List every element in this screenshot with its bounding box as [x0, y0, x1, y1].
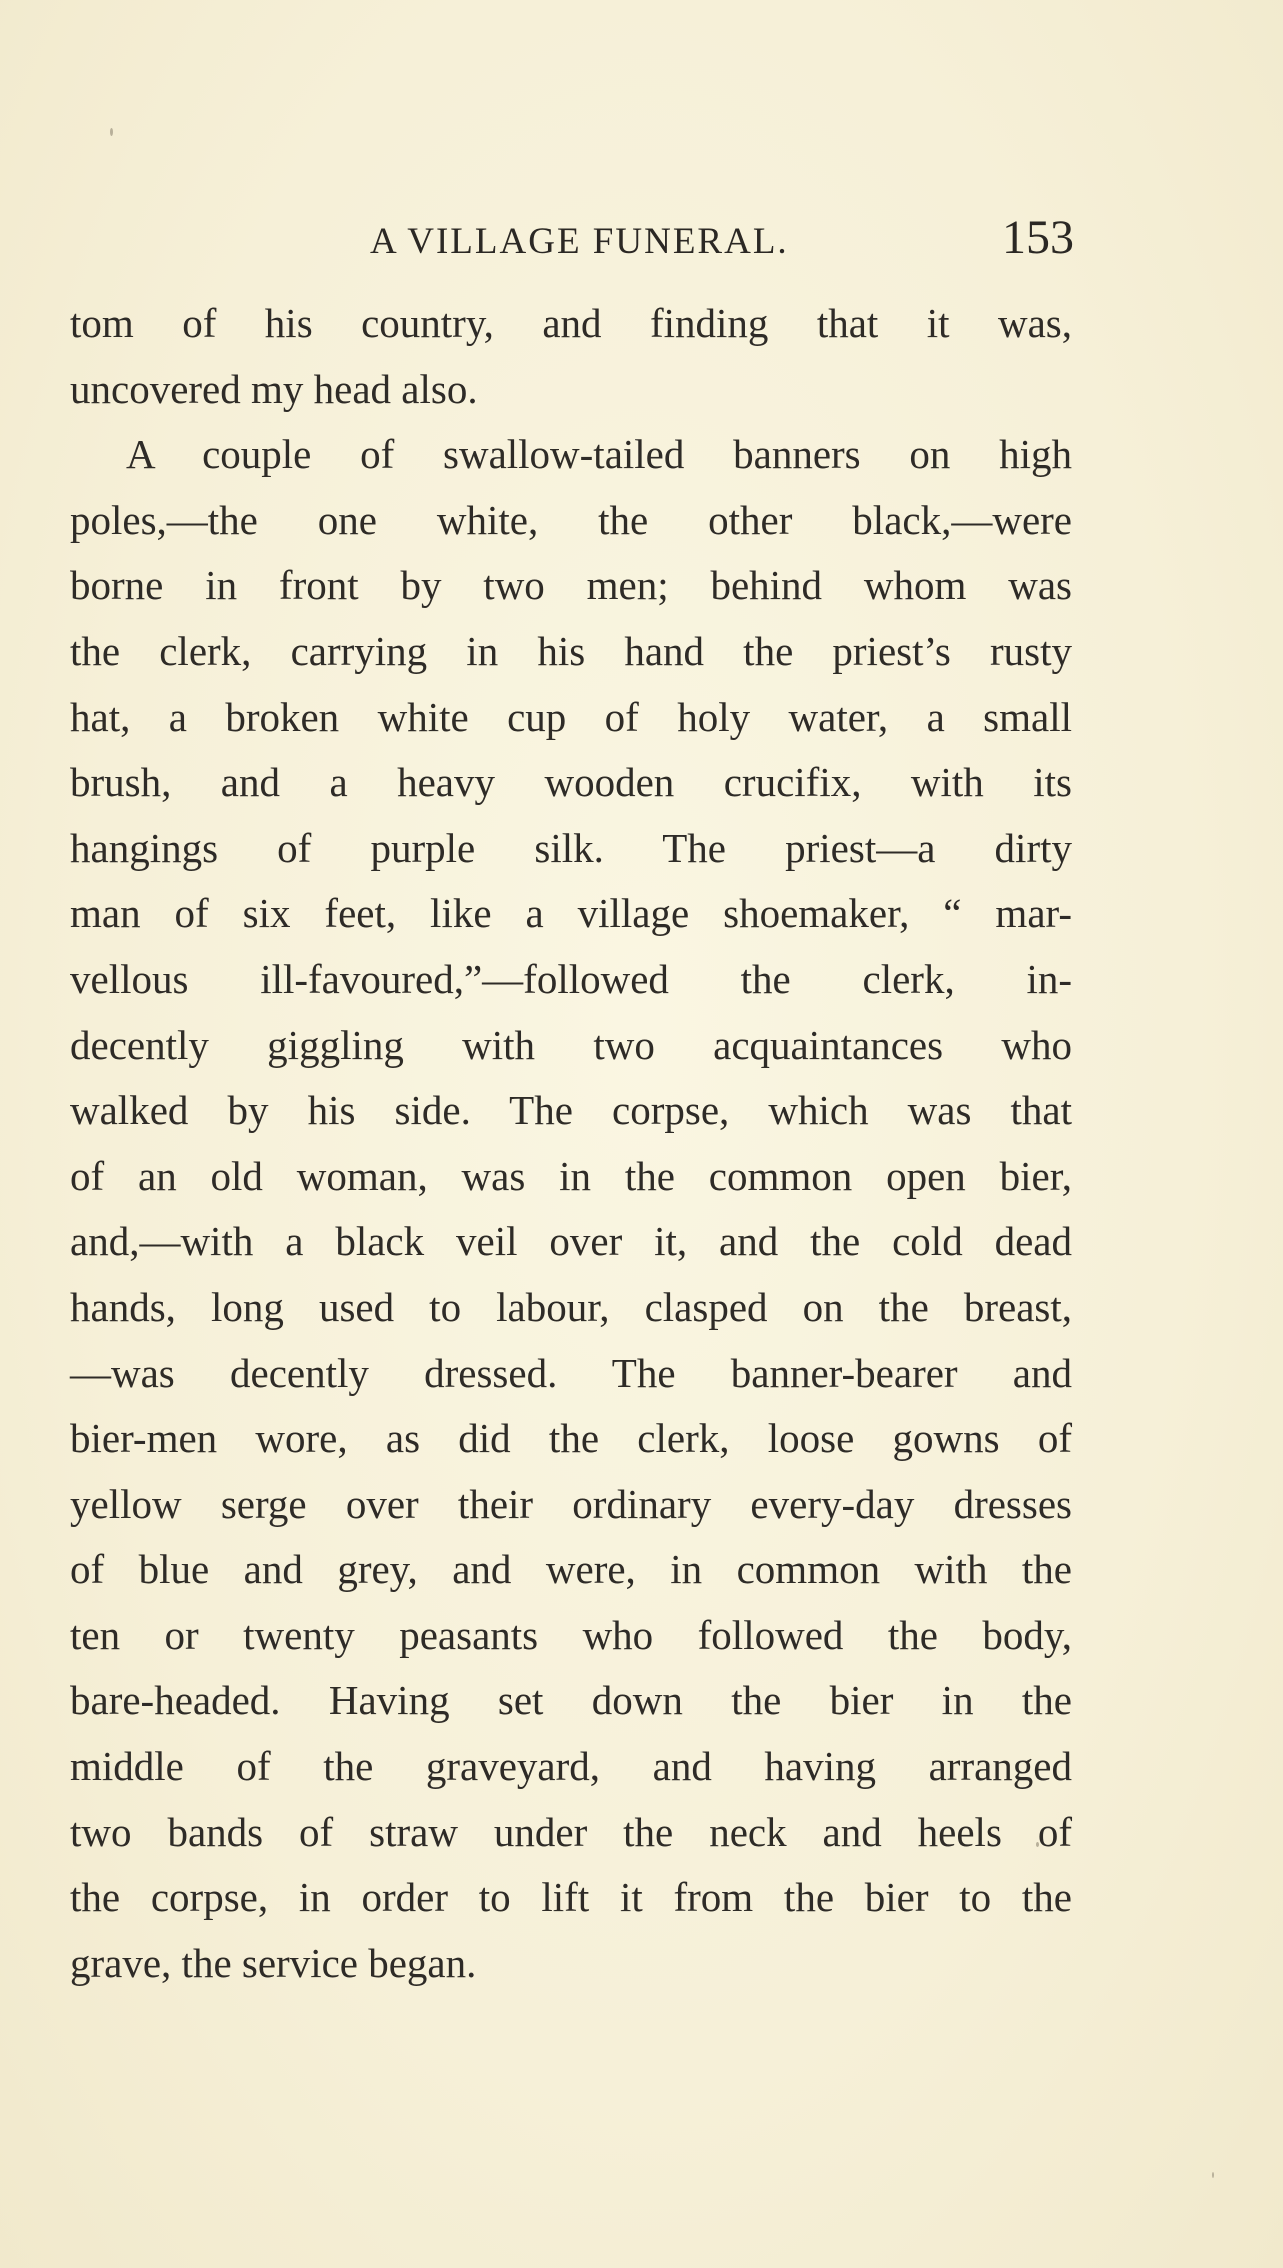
text-line: uncovered my head also.: [70, 365, 478, 412]
page-number: 153: [1002, 211, 1074, 264]
text-line: the corpse, in order to lift it from the bier to the: [70, 1874, 1072, 1921]
text-line: walked by his side. The corpse, which was that: [70, 1087, 1072, 1134]
text-line: ten or twenty peasants who followed the body,: [70, 1611, 1072, 1658]
text-line: yellow serge over their ordinary every-day dresses: [70, 1480, 1072, 1527]
text-line: bare-headed. Having set down the bier in the: [70, 1677, 1072, 1724]
text-line: bier-men wore, as did the clerk, loose gowns of: [70, 1415, 1072, 1462]
text-line: two bands of straw under the neck and heels of: [70, 1808, 1072, 1855]
text-line: man of six feet, like a village shoemaker, “ mar-: [70, 890, 1072, 937]
text-line: borne in front by two men; behind whom was: [70, 562, 1072, 609]
running-head-title: A VILLAGE FUNERAL.: [370, 221, 789, 262]
text-line: grave, the service began.: [70, 1939, 477, 1986]
text-line: and,—with a black veil over it, and the cold dead: [70, 1218, 1072, 1265]
text-line: hat, a broken white cup of holy water, a small: [70, 693, 1072, 740]
text-line: decently giggling with two acquaintances who: [70, 1021, 1072, 1068]
text-line: hands, long used to labour, clasped on the breast,: [70, 1283, 1072, 1330]
running-head: [70, 206, 1074, 266]
text-line: the clerk, carrying in his hand the priest’s rusty: [70, 627, 1072, 674]
text-line: brush, and a heavy wooden crucifix, with its: [70, 759, 1072, 806]
body-text: [70, 291, 1072, 1996]
text-line: of blue and grey, and were, in common with the: [70, 1546, 1072, 1593]
text-line: poles,—the one white, the other black,—were: [70, 496, 1072, 543]
text-line: hangings of purple silk. The priest—a dirty: [70, 824, 1072, 871]
text-line: vellous ill-favoured,”—followed the clerk, in-: [70, 955, 1072, 1002]
text-line: —was decently dressed. The banner-bearer and: [70, 1349, 1072, 1396]
text-line: middle of the graveyard, and having arranged: [70, 1743, 1072, 1790]
paper-speck: [1212, 2172, 1214, 2178]
text-line: tom of his country, and finding that it was,: [70, 300, 1072, 346]
paper-speck: [110, 128, 113, 136]
text-line: A couple of swallow-tailed banners on high: [126, 431, 1072, 478]
text-line: of an old woman, was in the common open bier,: [70, 1152, 1072, 1199]
